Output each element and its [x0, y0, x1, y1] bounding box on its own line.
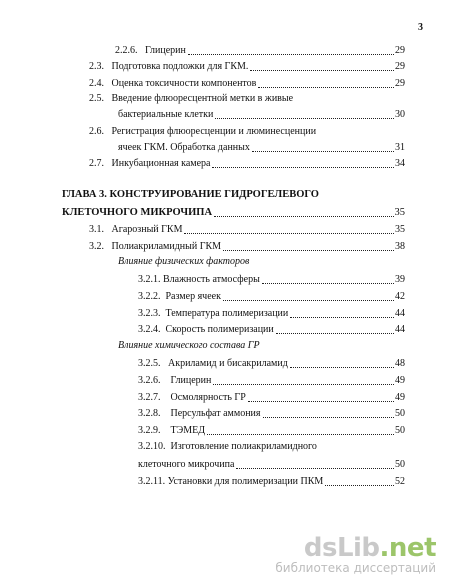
- toc-page: 50: [395, 408, 405, 419]
- toc-label: ТЭМЕД: [170, 425, 206, 436]
- subheading-text: Влияние химического состава ГР: [118, 340, 260, 351]
- toc-page: 34: [395, 158, 405, 169]
- toc-page: 38: [395, 241, 405, 252]
- toc-entry-3-2-6[interactable]: [138, 375, 405, 387]
- watermark-logo-main: dsLib: [303, 533, 380, 563]
- toc-entry-2-5-line2[interactable]: [118, 109, 405, 121]
- toc-number: 3.2.7.: [138, 392, 161, 403]
- toc-entry-3-2-7[interactable]: [138, 392, 405, 404]
- leader-dots: [262, 283, 394, 284]
- toc-number: 2.6.: [89, 126, 104, 137]
- toc-page: 44: [395, 308, 405, 319]
- leader-dots: [325, 485, 394, 486]
- toc-number: 3.2.6.: [138, 375, 161, 386]
- toc-label: Изготовление полиакриламидного: [170, 441, 317, 452]
- toc-label: Глицерин: [145, 45, 186, 56]
- toc-label: Персульфат аммония: [170, 408, 261, 419]
- toc-label: Инкубационная камера: [111, 158, 211, 169]
- toc-number: 2.3.: [89, 61, 104, 72]
- leader-dots: [223, 250, 394, 251]
- toc-label: ячеек ГКМ. Обработка данных: [118, 142, 250, 153]
- toc-page: 29: [395, 78, 405, 89]
- toc-page: 29: [395, 45, 405, 56]
- toc-label: Осмолярность ГР: [170, 392, 246, 403]
- toc-page: 49: [395, 375, 405, 386]
- toc-number: 3.2.4.: [138, 324, 161, 335]
- subheading-chemical-composition: [118, 340, 260, 352]
- page-number: 3: [418, 22, 423, 33]
- toc-label: Размер ячеек: [165, 291, 221, 302]
- chapter-3-title-line2[interactable]: [62, 207, 405, 219]
- toc-entry-3-2-8[interactable]: [138, 408, 405, 420]
- watermark: [275, 535, 436, 575]
- toc-label: Глицерин: [170, 375, 212, 386]
- leader-dots: [236, 468, 394, 469]
- toc-number: 3.2.1.: [138, 274, 161, 285]
- leader-dots: [213, 384, 394, 385]
- subheading-physical-factors: [118, 256, 249, 268]
- toc-entry-2-4[interactable]: [89, 78, 405, 90]
- leader-dots: [248, 401, 394, 402]
- toc-entry-3-2-9[interactable]: [138, 425, 405, 437]
- toc-entry-3-1[interactable]: [89, 224, 405, 236]
- toc-page: 48: [395, 358, 405, 369]
- leader-dots: [212, 167, 394, 168]
- subheading-text: Влияние физических факторов: [118, 256, 250, 267]
- toc-entry-3-2-5[interactable]: [138, 358, 405, 370]
- toc-number: 3.2.2.: [138, 291, 161, 302]
- toc-label: Температура полимеризации: [165, 308, 289, 319]
- toc-number: 2.5.: [89, 93, 104, 104]
- leader-dots: [290, 317, 394, 318]
- toc-label: Скорость полимеризации: [165, 324, 274, 335]
- toc-number: 3.2.5.: [138, 358, 161, 369]
- toc-number: 3.2.11.: [138, 476, 166, 487]
- leader-dots: [214, 216, 393, 217]
- toc-entry-3-2-11[interactable]: [138, 476, 405, 488]
- toc-number: 3.2.3.: [138, 308, 161, 319]
- toc-page: 44: [395, 324, 405, 335]
- toc-entry-2-6-line2[interactable]: [118, 142, 405, 154]
- toc-entry-3-2-2[interactable]: [138, 291, 405, 303]
- toc-label: Полиакриламидный ГКМ: [111, 241, 222, 252]
- watermark-logo: [275, 535, 436, 561]
- toc-page: 29: [395, 61, 405, 72]
- leader-dots: [276, 333, 394, 334]
- toc-label: Акриламид и бисакриламид: [168, 358, 288, 369]
- toc-number: 3.1.: [89, 224, 104, 235]
- chapter-3-title-line1[interactable]: [62, 189, 319, 201]
- leader-dots: [223, 300, 394, 301]
- toc-entry-3-2-4[interactable]: [138, 324, 405, 336]
- toc-page: 35: [394, 207, 405, 218]
- toc-page: 42: [395, 291, 405, 302]
- toc-entry-2-5-line1[interactable]: [89, 93, 293, 105]
- leader-dots: [258, 87, 394, 88]
- toc-number: 2.7.: [89, 158, 104, 169]
- leader-dots: [207, 434, 394, 435]
- toc-entry-2-7[interactable]: [89, 158, 405, 170]
- leader-dots: [290, 367, 394, 368]
- leader-dots: [252, 151, 394, 152]
- toc-entry-2-6-line1[interactable]: [89, 126, 316, 138]
- toc-label: Установки для полимеризации ПКМ: [167, 476, 324, 487]
- leader-dots: [184, 233, 394, 234]
- watermark-logo-accent: .net: [379, 533, 436, 563]
- leader-dots: [188, 54, 394, 55]
- toc-page: 30: [395, 109, 405, 120]
- leader-dots: [250, 70, 394, 71]
- toc-page: 49: [395, 392, 405, 403]
- toc-number: 3.2.8.: [138, 408, 161, 419]
- toc-page: 50: [395, 425, 405, 436]
- leader-dots: [263, 417, 394, 418]
- toc-label: Оценка токсичности компонентов: [111, 78, 257, 89]
- toc-number: 2.2.6.: [115, 45, 138, 56]
- toc-number: 3.2.9.: [138, 425, 161, 436]
- toc-page: 50: [395, 459, 405, 470]
- toc-label: клеточного микрочипа: [138, 459, 235, 470]
- toc-page: 52: [395, 476, 405, 487]
- toc-entry-3-2-10-line2[interactable]: [138, 459, 405, 471]
- toc-entry-3-2-10-line1[interactable]: [138, 441, 317, 453]
- chapter-title: КЛЕТОЧНОГО МИКРОЧИПА: [62, 207, 213, 218]
- toc-number: 3.2.10.: [138, 441, 166, 452]
- toc-number: 2.4.: [89, 78, 104, 89]
- leader-dots: [215, 118, 394, 119]
- toc-label: Подготовка подложки для ГКМ.: [111, 61, 249, 72]
- toc-entry-3-2-1[interactable]: [138, 274, 405, 286]
- toc-entry-2-3[interactable]: [89, 61, 405, 73]
- toc-entry-2-2-6[interactable]: [115, 45, 405, 57]
- toc-entry-3-2-3[interactable]: [138, 308, 405, 320]
- toc-label: Регистрация флюоресценции и люминесценции: [111, 126, 317, 137]
- chapter-title: ГЛАВА 3. КОНСТРУИРОВАНИЕ ГИДРОГЕЛЕВОГО: [62, 189, 319, 200]
- toc-page: 39: [395, 274, 405, 285]
- toc-page: 35: [395, 224, 405, 235]
- toc-page: 31: [395, 142, 405, 153]
- toc-label: Агарозный ГКМ: [111, 224, 183, 235]
- toc-label: бактериальные клетки: [118, 109, 214, 120]
- toc-number: 3.2.: [89, 241, 104, 252]
- toc-label: Введение флюоресцентной метки в живые: [111, 93, 294, 104]
- toc-label: Влажность атмосферы: [163, 274, 260, 285]
- watermark-subtitle: библиотека диссертаций: [275, 561, 436, 575]
- toc-entry-3-2[interactable]: [89, 241, 405, 253]
